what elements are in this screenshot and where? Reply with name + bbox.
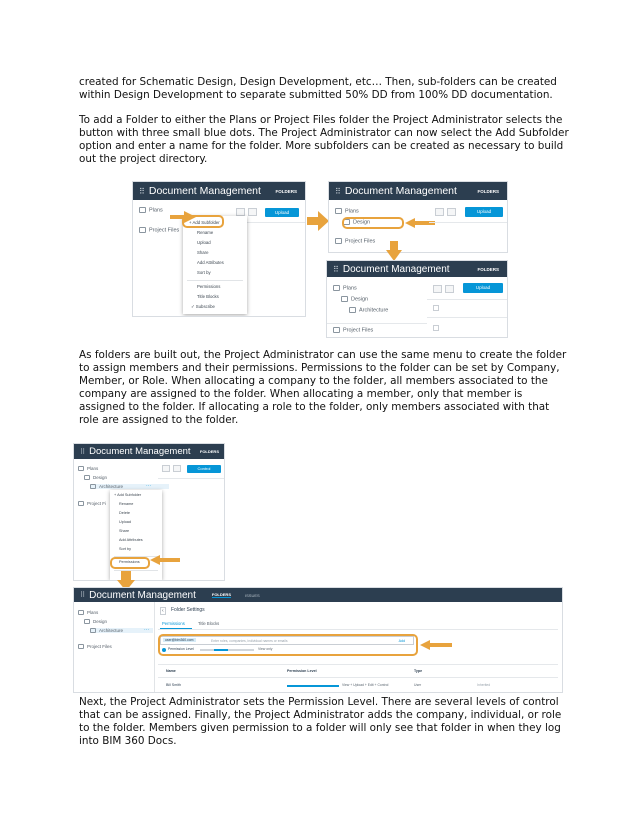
tree-item-plans[interactable]: Plans [333, 285, 357, 291]
tree-item-plans[interactable]: Plans [78, 610, 98, 615]
menu-item-add-attributes[interactable]: Add Attributes [197, 260, 224, 265]
permission-slider-fill [214, 649, 228, 651]
tree-item-plans[interactable]: Plans [78, 466, 98, 471]
member-chip[interactable]: user@bim360.com [165, 638, 194, 642]
tab-folders[interactable]: FOLDERS [211, 592, 231, 597]
column-header-type: Type [414, 669, 423, 673]
app-title: Document Management [344, 185, 457, 197]
screenshot-permissions-menu [73, 443, 225, 581]
tab-title-blocks[interactable]: Title Blocks [198, 621, 220, 626]
folder-icon [333, 327, 340, 333]
app-title: Document Management [89, 446, 191, 457]
app-header [327, 261, 507, 277]
paragraph-permissions: As folders are built out, the Project Administrator can use the same menu to create the folder to assign members and their permissions. Permissions to the folder can be set by Company, Member, or Role. When allocating a company to the folder, all members associated to the company are assigned to the folder. When allocating a member, only that member is assigned to the folder. If allocating a role to the folder, only members associated with that role are assigned to the folder. [79, 349, 567, 427]
tab-issues[interactable]: ISSUES [245, 592, 260, 598]
screenshot-new-folder-name [328, 181, 508, 253]
control-button[interactable]: Control [187, 465, 221, 473]
row-permission-bar [287, 685, 339, 687]
screenshot-add-subfolder-menu [132, 181, 306, 317]
tab-folders[interactable]: FOLDERS [477, 188, 499, 194]
tree-item-project-files[interactable]: Project Files [333, 327, 373, 333]
tree-item-architecture[interactable]: Architecture [349, 307, 388, 313]
row-type: User [414, 683, 422, 687]
folder-icon [335, 238, 342, 244]
row-status: Inherited [477, 683, 491, 687]
orange-arrow-icon [420, 640, 452, 650]
orange-arrow-icon [170, 210, 196, 224]
folder-icon [349, 307, 356, 313]
highlight-add-members [158, 634, 418, 656]
view-toggle-grid[interactable] [447, 208, 456, 216]
tree-item-project-files[interactable]: Project Files [335, 238, 375, 244]
screenshot-folder-tree [326, 260, 508, 338]
menu-item-rename[interactable]: Rename [119, 502, 134, 506]
grid-icon: ⠿ [335, 186, 341, 196]
orange-arrow-down-icon [386, 241, 402, 261]
column-header-name: Name [166, 669, 176, 673]
orange-arrow-icon [405, 218, 435, 228]
folder-icon [78, 644, 84, 649]
folder-settings-title: Folder Settings [171, 607, 205, 613]
folder-icon [78, 501, 84, 506]
app-title: Document Management [148, 185, 261, 197]
tree-item-project-files[interactable]: Project Files [139, 227, 179, 233]
folder-icon [84, 475, 90, 480]
folder-icon [78, 466, 84, 471]
menu-item-title-blocks[interactable]: Title Blocks [197, 294, 219, 299]
more-options-icon[interactable]: ··· [146, 483, 151, 489]
menu-item-add-subfolder[interactable]: + Add Subfolder [114, 493, 142, 497]
grid-icon: ⠿ [139, 186, 145, 196]
row-checkbox[interactable] [433, 305, 439, 311]
grid-icon: ⠿ [333, 264, 339, 274]
upload-button[interactable]: Upload [265, 208, 299, 217]
paragraph-intro: created for Schematic Design, Design Development, etc… Then, sub-folders can be created within Design Development to separate submitted 50% DD from 100% DD documentation. [79, 76, 557, 102]
folder-icon [84, 619, 90, 624]
tree-item-plans[interactable]: Plans [335, 208, 359, 214]
grid-icon: ⠿ [80, 592, 86, 599]
folder-icon [341, 296, 348, 302]
tree-item-design[interactable]: Design [84, 475, 107, 480]
orange-arrow-icon [150, 555, 180, 565]
view-toggle-list[interactable] [236, 208, 245, 216]
menu-item-subscribe[interactable]: ✓ Subscribe [191, 304, 215, 309]
back-icon[interactable]: ‹ [162, 608, 164, 614]
menu-item-rename[interactable]: Rename [197, 230, 214, 235]
folder-icon [335, 208, 342, 214]
menu-item-add-subfolder[interactable]: + Add Subfolder [189, 220, 220, 225]
tree-item-design[interactable]: Design [84, 619, 107, 624]
app-header [133, 182, 305, 200]
app-header [329, 182, 507, 200]
tab-folders[interactable]: FOLDERS [477, 266, 499, 272]
upload-button[interactable]: Upload [463, 283, 503, 293]
grid-icon: ⠿ [80, 448, 86, 456]
app-header [74, 444, 224, 459]
menu-item-upload[interactable]: Upload [119, 520, 132, 524]
menu-item-add-attributes[interactable]: Add Attributes [119, 538, 143, 542]
new-folder-input[interactable]: Design [343, 219, 370, 225]
row-permission: View + Upload + Edit + Control [342, 683, 389, 687]
tree-item-plans[interactable]: Plans [139, 207, 163, 213]
column-header-permission-level: Permission Level [287, 669, 317, 673]
upload-button[interactable]: Upload [465, 207, 503, 217]
view-toggle-grid[interactable] [445, 285, 454, 293]
context-menu [183, 216, 247, 314]
tab-permissions[interactable]: Permissions [162, 621, 185, 626]
menu-item-sort-by[interactable]: Sort by [119, 547, 132, 551]
tree-item-architecture[interactable]: Architecture [90, 484, 169, 489]
paragraph-permission-level: Next, the Project Administrator sets the Permission Level. There are several levels of control that can be assigned. Finally, the Project Administrator adds the company, individual, or role to the folder. Members given permission to a folder will only see that folder in when they log into BIM 360 Docs. [79, 696, 562, 748]
view-toggle-grid[interactable] [173, 465, 181, 472]
folder-icon [78, 610, 84, 615]
app-header [74, 588, 562, 602]
highlight-new-folder [342, 217, 404, 229]
folder-icon [139, 227, 146, 233]
screenshot-folder-settings: ⠿ Document Management FOLDERS ISSUES Plans Design Architecture ··· Project Files ‹ Folder Settings Permissions Title Blocks user@bim360.com Enter roles, companies, individual names or emails Add Permission Level View only Name Permission Level Type Bill Smith View + Upload + Edit + Control User Inherited [73, 587, 563, 693]
tree-item-project-files[interactable]: Project Fi [78, 501, 106, 506]
menu-item-share[interactable]: Share [197, 250, 209, 255]
view-toggle-grid[interactable] [248, 208, 257, 216]
tab-folders[interactable]: FOLDERS [275, 188, 297, 194]
tree-item-project-files[interactable]: Project Files [78, 644, 112, 649]
view-toggle-list[interactable] [435, 208, 444, 216]
menu-item-upload[interactable]: Upload [197, 240, 211, 245]
tree-item-design[interactable]: Design [341, 296, 368, 302]
highlight-permissions [110, 557, 150, 569]
folder-icon [90, 484, 96, 489]
app-title: Document Management [342, 263, 450, 275]
menu-item-sort-by[interactable]: Sort by [197, 270, 211, 275]
folder-icon [333, 285, 340, 291]
folder-icon [90, 628, 96, 633]
add-button[interactable]: Add [398, 638, 405, 643]
menu-item-permissions[interactable]: Permissions [119, 560, 140, 564]
view-toggle-list[interactable] [162, 465, 170, 472]
view-toggle-list[interactable] [433, 285, 442, 293]
more-options-icon[interactable]: ··· [144, 627, 149, 633]
row-name: Bill Smith [166, 683, 181, 687]
paragraph-add-folder: To add a Folder to either the Plans or Project Files folder the Project Administrator selects the button with three small blue dots. The Project Administrator can now select the Add Subfolder option and enter a name for the folder. More subfolders can be created as necessary to build out the project directory. [79, 114, 569, 166]
orange-arrow-right-icon [307, 211, 329, 231]
tab-folders[interactable]: FOLDERS [199, 449, 219, 454]
input-placeholder: Enter roles, companies, individual names or emails [211, 638, 288, 643]
row-checkbox[interactable] [433, 325, 439, 331]
tree-item-architecture[interactable]: Architecture [90, 628, 153, 633]
app-title: Document Management [89, 589, 196, 601]
menu-item-permissions[interactable]: Permissions [197, 284, 221, 289]
info-dot-icon [162, 648, 166, 652]
folder-icon [139, 207, 146, 213]
menu-item-share[interactable]: Share [119, 529, 130, 533]
menu-item-delete[interactable]: Delete [119, 511, 130, 515]
